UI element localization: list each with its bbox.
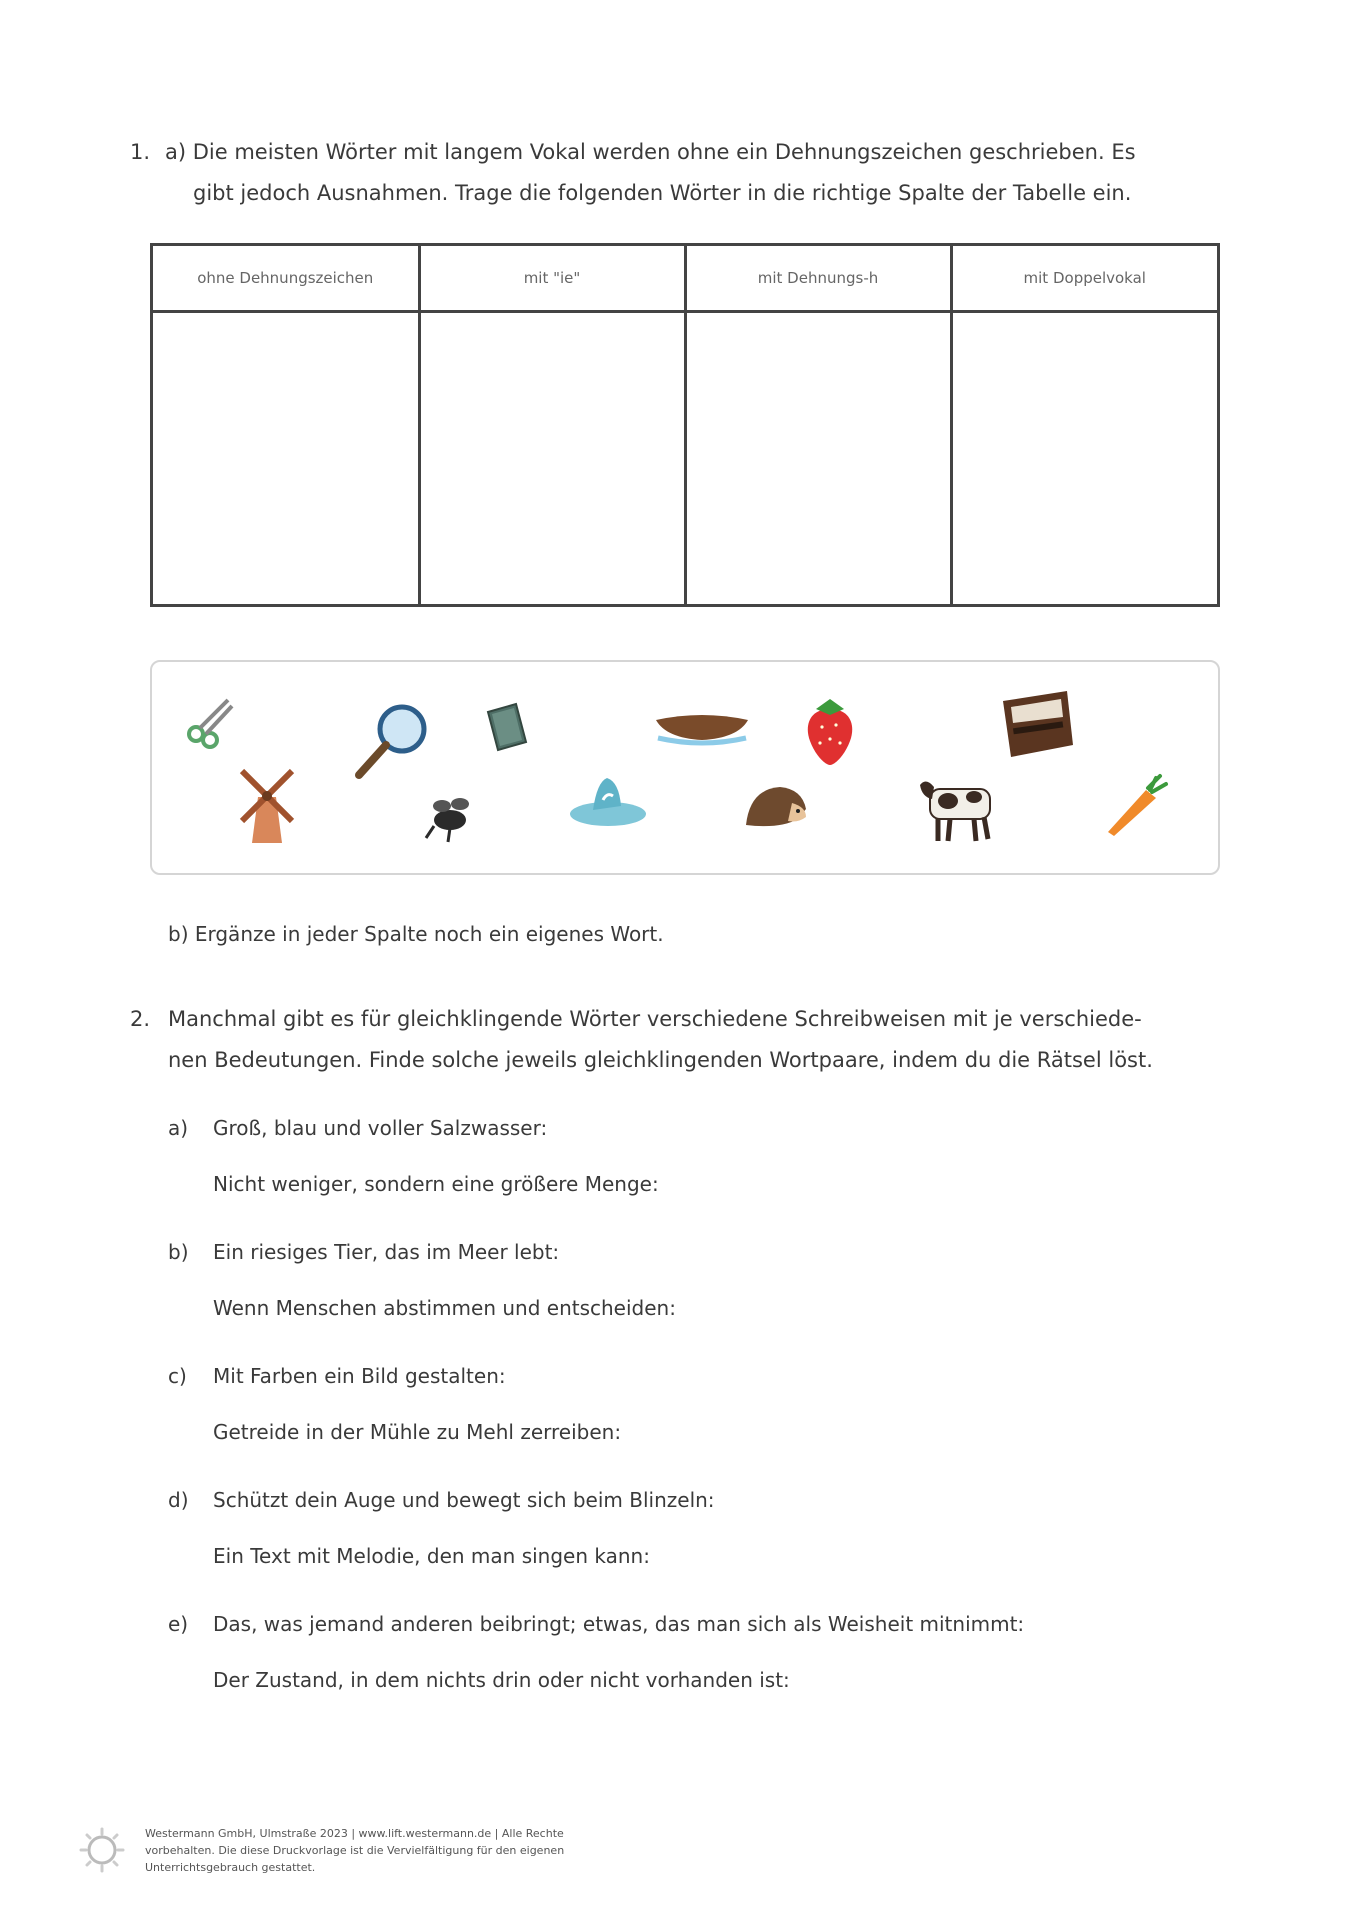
riddle-text: Mit Farben ein Bild gestalten: [213, 1364, 506, 1388]
copyright-footer: Westermann GmbH, Ulmstraße 2023 | www.lift.westermann.de | Alle Rechte vorbehalten. Die diese Druckvorlage ist die Vervielfältigung für den eigenen Unterrichtsgebrauch gestattet. [145, 1827, 565, 1874]
riddle-e-first [168, 1612, 1024, 1636]
task1-text-line1: a) Die meisten Wörter mit langem Vokal werden ohne ein Dehnungszeichen geschrieben. Es [165, 140, 1136, 164]
column-header-ohne: ohne Dehnungszeichen [153, 246, 419, 312]
riddle-letter: d) [168, 1488, 189, 1512]
riddle-letter: b) [168, 1240, 189, 1264]
riddle-letter: a) [168, 1116, 189, 1140]
riddle-d-second: Ein Text mit Melodie, den man singen kann: [213, 1544, 650, 1568]
riddle-text: Ein riesiges Tier, das im Meer lebt: [213, 1240, 560, 1264]
piano-icon [997, 687, 1077, 767]
task2-instruction-line2: nen Bedeutungen. Finde solche jeweils gleichklingenden Wortpaare, indem du die Rätsel löst. [168, 1048, 1153, 1072]
book-icon [482, 700, 532, 755]
magnifier-icon [347, 697, 437, 787]
riddle-text: Schützt dein Auge und bewegt sich beim Blinzeln: [213, 1488, 715, 1512]
answer-cell-ohne[interactable] [153, 312, 419, 605]
hedgehog-icon [740, 779, 812, 837]
picture-box [150, 660, 1220, 875]
riddle-b-second: Wenn Menschen abstimmen und entscheiden: [213, 1296, 676, 1320]
riddle-text: Das, was jemand anderen beibringt; etwas, das man sich als Weisheit mitnimmt: [213, 1612, 1025, 1636]
riddle-e-second: Der Zustand, in dem nichts drin oder nicht vorhanden ist: [213, 1668, 790, 1692]
riddle-a-first [168, 1116, 547, 1140]
task1-instruction-line1 [130, 140, 1136, 164]
riddle-a-second: Nicht weniger, sondern eine größere Menge: [213, 1172, 659, 1196]
answer-cell-ie[interactable] [419, 312, 685, 605]
answer-cell-dehnungs-h[interactable] [685, 312, 951, 605]
boat-icon [652, 704, 752, 749]
task1-number: 1. [130, 140, 151, 164]
task2-number: 2. [130, 1007, 151, 1031]
riddle-text: Groß, blau und voller Salzwasser: [213, 1116, 548, 1140]
scissors-icon [180, 692, 240, 752]
riddle-letter: c) [168, 1364, 187, 1388]
riddle-letter: e) [168, 1612, 189, 1636]
task1-instruction-line2: gibt jedoch Ausnahmen. Trage die folgenden Wörter in die richtige Spalte der Tabelle ein. [193, 181, 1132, 205]
windmill-icon [232, 757, 302, 847]
riddle-d-first [168, 1488, 715, 1512]
bee-icon [420, 790, 478, 846]
task1-part-b: b) Ergänze in jeder Spalte noch ein eigenes Wort. [168, 922, 664, 946]
answer-cell-doppelvokal[interactable] [951, 312, 1217, 605]
riddle-b-first [168, 1240, 559, 1264]
publisher-logo-icon [78, 1826, 126, 1874]
riddle-c-first [168, 1364, 506, 1388]
task2-text-line1: Manchmal gibt es für gleichklingende Wörter verschiedene Schreibweisen mit je verschiede- [168, 1007, 1142, 1031]
column-header-doppelvokal: mit Doppelvokal [951, 246, 1217, 312]
task2-instruction-line1 [130, 1007, 1142, 1031]
cow-icon [912, 767, 1007, 847]
column-header-ie: mit "ie" [419, 246, 685, 312]
sorting-table [150, 243, 1220, 607]
strawberry-icon [802, 695, 858, 767]
fountain-icon [567, 770, 649, 830]
column-header-dehnungs-h: mit Dehnungs-h [685, 246, 951, 312]
riddle-c-second: Getreide in der Mühle zu Mehl zerreiben: [213, 1420, 622, 1444]
carrot-icon [1100, 772, 1170, 842]
